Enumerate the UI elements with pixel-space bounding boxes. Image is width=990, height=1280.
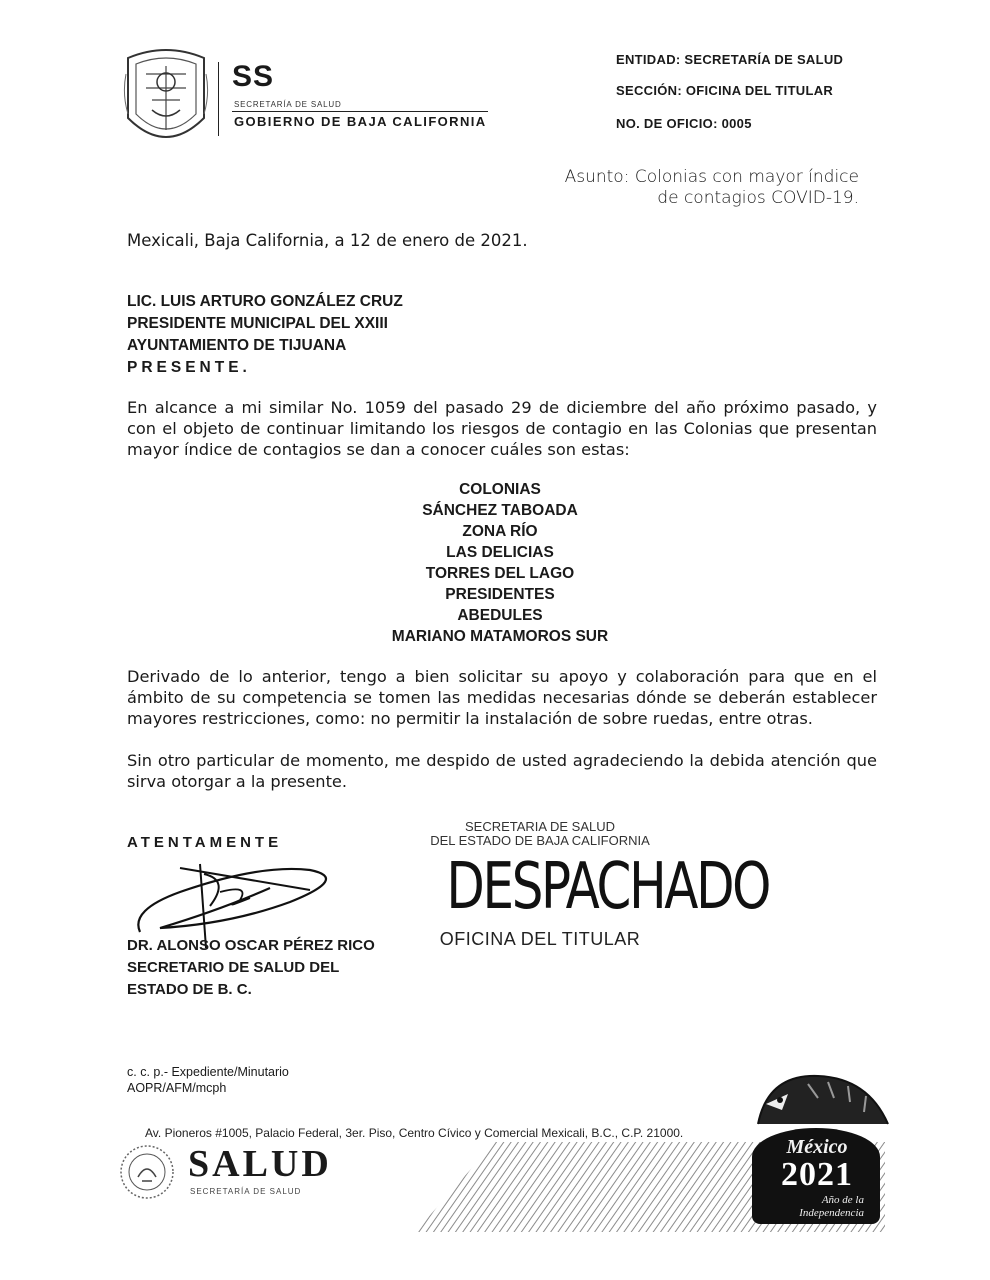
mexico-subtitle-1: Año de la: [821, 1194, 864, 1206]
subject-block: [499, 167, 859, 209]
addressee-block: [127, 291, 403, 379]
agency-subtitle: SECRETARÍA DE SALUD: [234, 100, 342, 109]
subject-line-1: Asunto: Colonias con mayor índice: [564, 167, 859, 187]
date-line: Mexicali, Baja California, a 12 de enero de 2021.: [127, 231, 528, 250]
signer-block: [127, 935, 375, 1001]
stamp-despachado: DESPACHADO: [446, 850, 770, 924]
salud-logo-text: SALUD: [188, 1143, 332, 1185]
list-item: LAS DELICIAS: [446, 544, 554, 561]
mexico-year: 2021: [781, 1156, 853, 1193]
baja-california-seal-icon: [122, 44, 210, 152]
mexico-subtitle-2: Independencia: [799, 1207, 864, 1219]
signer-state: ESTADO DE B. C.: [127, 981, 252, 998]
cc-block: [127, 1064, 289, 1096]
cc-line-1: c. c. p.- Expediente/Minutario: [127, 1065, 289, 1079]
addressee-name: LIC. LUIS ARTURO GONZÁLEZ CRUZ: [127, 293, 403, 310]
subject-line-2: de contagios COVID-19.: [657, 188, 859, 208]
colonias-heading: COLONIAS: [459, 481, 541, 498]
colonias-list: [300, 479, 700, 647]
section-line: SECCIÓN: OFICINA DEL TITULAR: [616, 83, 834, 98]
agency-abbreviation: SS: [232, 60, 275, 93]
list-item: PRESIDENTES: [445, 586, 555, 603]
office-number-line: NO. DE OFICIO: 0005: [616, 116, 752, 131]
body-paragraph-3: Sin otro particular de momento, me despido de usted agradeciendo la debida atención que sirva otorgar a la presente.: [127, 751, 877, 791]
footer-address: Av. Pioneros #1005, Palacio Federal, 3er. Piso, Centro Cívico y Comercial Mexicali, B.C., C.P. 21000.: [145, 1126, 684, 1140]
addressee-presente: PRESENTE.: [127, 359, 251, 376]
government-name: GOBIERNO DE BAJA CALIFORNIA: [234, 114, 487, 129]
list-item: MARIANO MATAMOROS SUR: [391, 628, 609, 645]
list-item: ZONA RÍO: [462, 523, 538, 540]
body-paragraph-1: En alcance a mi similar No. 1059 del pasado 29 de diciembre del año próximo pasado, y con el objeto de continuar limitando los riesgos de contagio en las Colonias que presentan mayor índice de contagios se dan a conocer cuáles son estas:: [127, 398, 877, 459]
list-item: ABEDULES: [457, 607, 543, 624]
stamp-office: OFICINA DEL TITULAR: [439, 929, 641, 949]
handwritten-signature-icon: [120, 840, 410, 950]
mexico-coat-of-arms-icon: [118, 1143, 176, 1201]
stamp-line-1: SECRETARIA DE SALUD: [464, 819, 616, 834]
salud-logo-subtitle: SECRETARÍA DE SALUD: [190, 1187, 302, 1196]
mexico-word: México: [786, 1136, 848, 1158]
addressee-title: PRESIDENTE MUNICIPAL DEL XXIII: [127, 315, 388, 332]
header-divider: [218, 62, 219, 136]
body-paragraph-2: Derivado de lo anterior, tengo a bien solicitar su apoyo y colaboración para que en el ámbito de su competencia se tomen las medidas necesarias dónde se deberán establecer mayores restricciones, como: no permitir la instalación de sobre ruedas, entre otras.: [127, 667, 877, 728]
header-rule: [232, 111, 488, 112]
stamp-header: [420, 820, 660, 848]
list-item: SÁNCHEZ TABOADA: [422, 502, 578, 519]
closing-atentamente: ATENTAMENTE: [127, 834, 283, 851]
signer-title: SECRETARIO DE SALUD DEL: [127, 959, 340, 976]
cc-line-2: AOPR/AFM/mcph: [127, 1081, 227, 1095]
signer-name: DR. ALONSO OSCAR PÉREZ RICO: [127, 937, 375, 954]
stamp-line-2: DEL ESTADO DE BAJA CALIFORNIA: [430, 833, 650, 848]
entity-line: ENTIDAD: SECRETARÍA DE SALUD: [616, 52, 844, 67]
list-item: TORRES DEL LAGO: [425, 565, 575, 582]
addressee-entity: AYUNTAMIENTO DE TIJUANA: [127, 337, 347, 354]
